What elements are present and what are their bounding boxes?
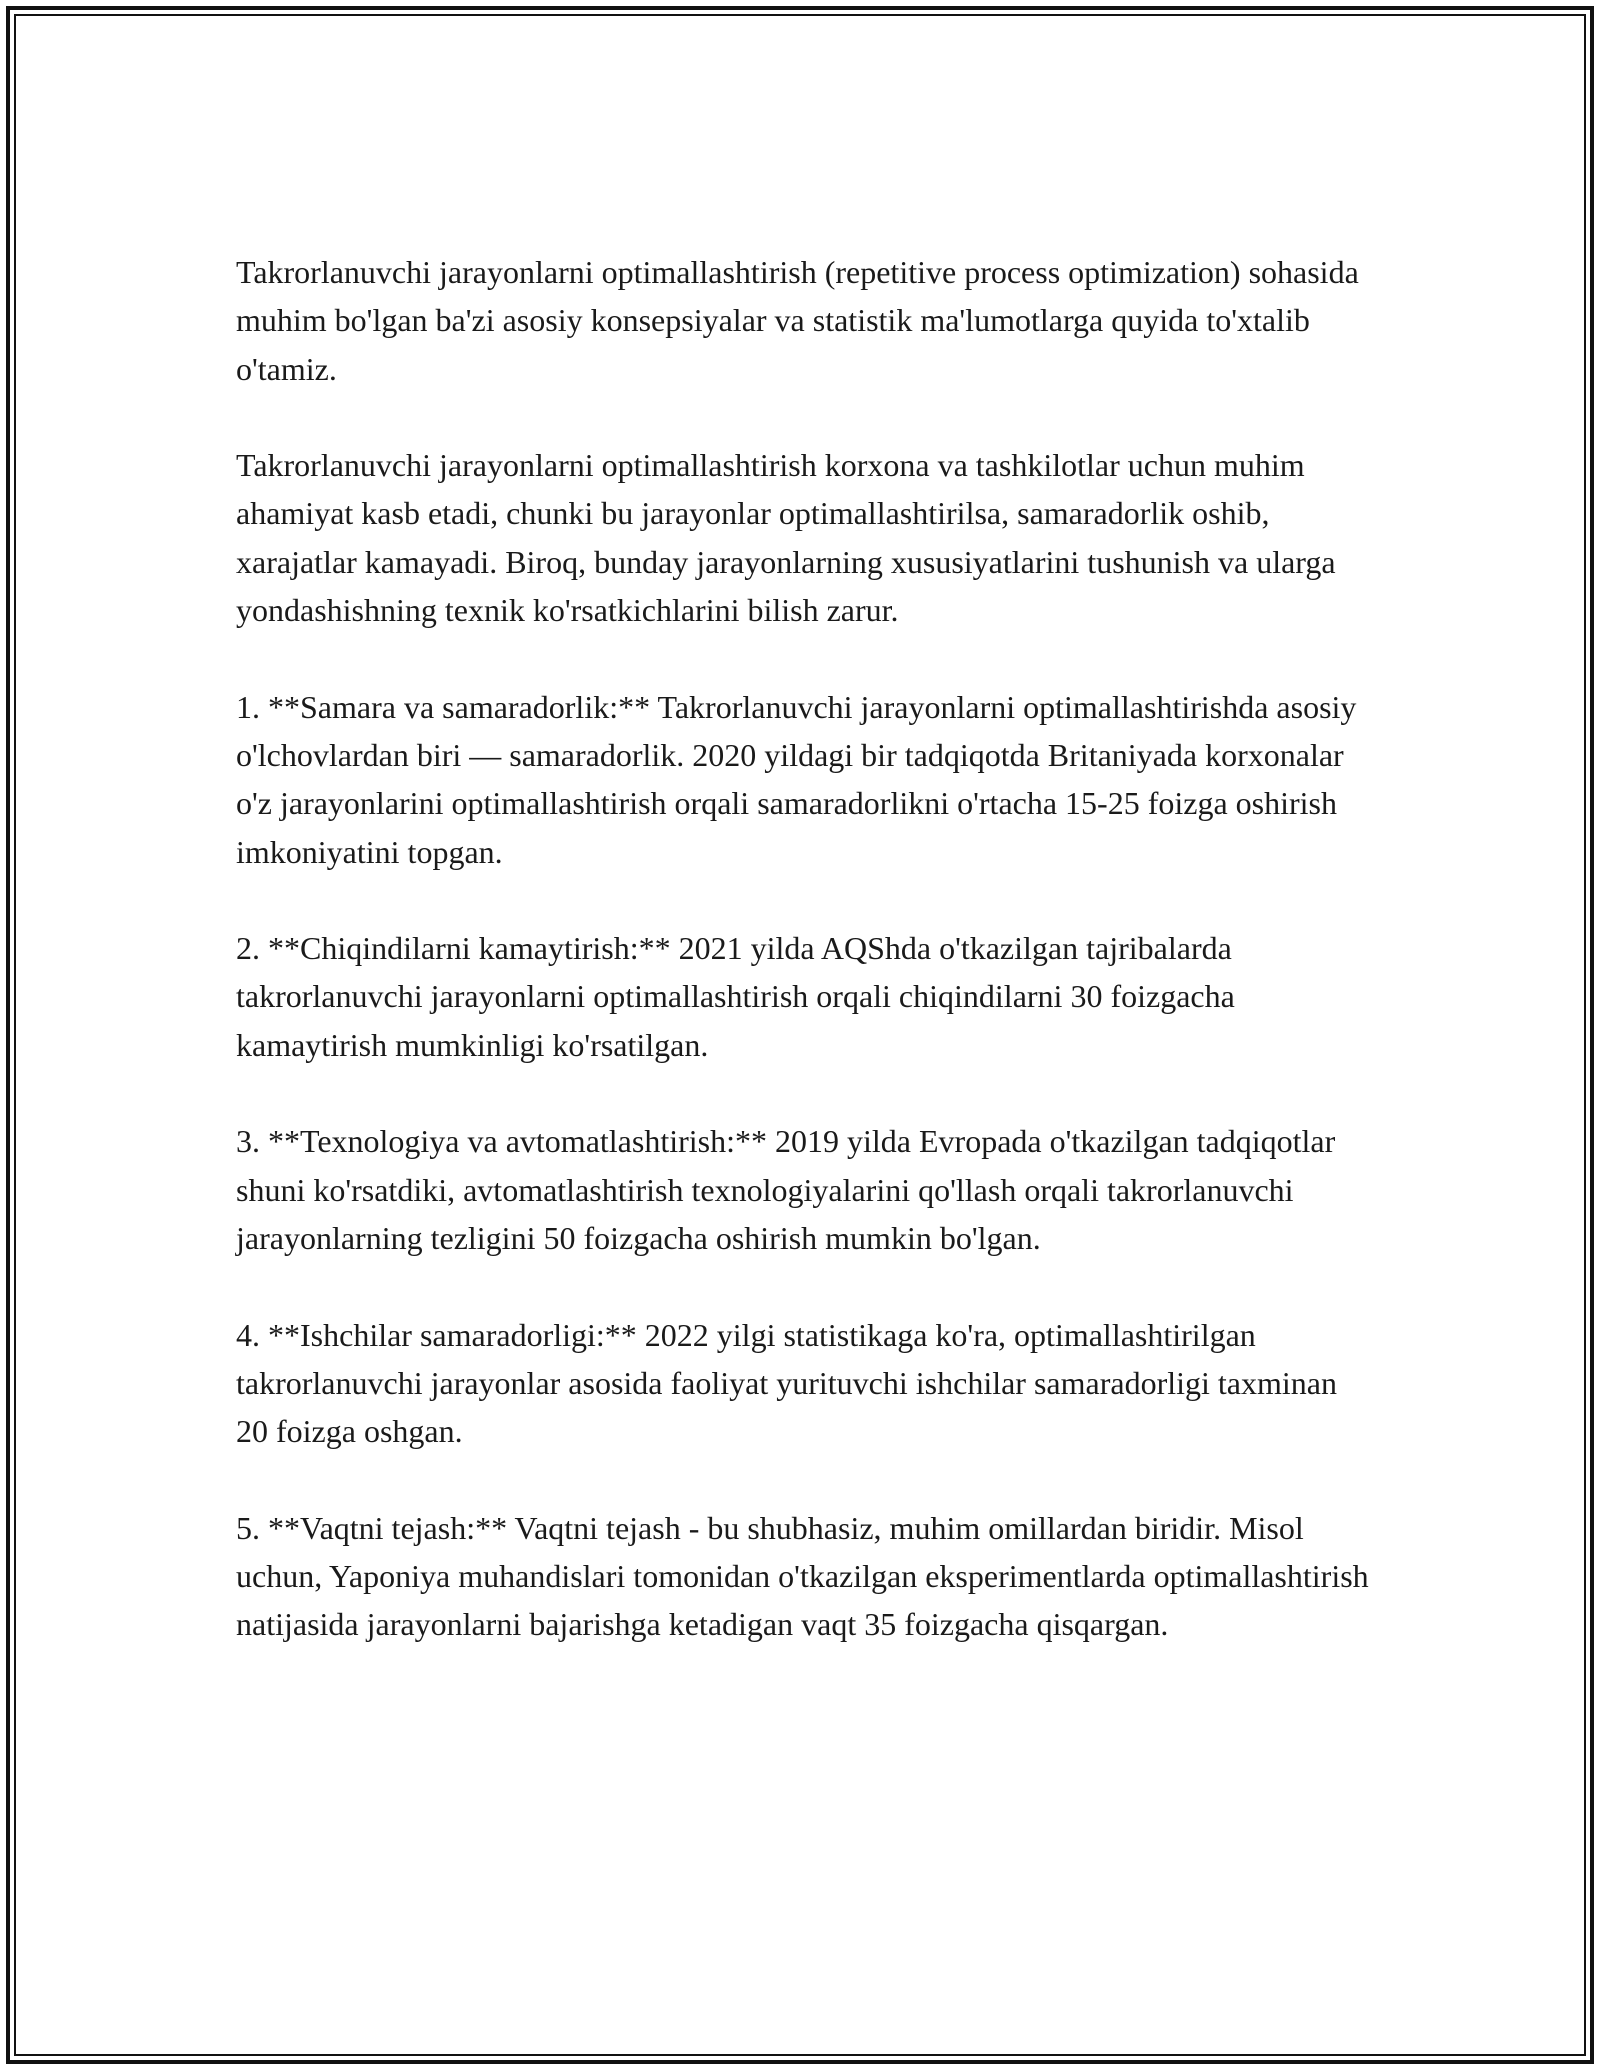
list-item-automation: 3. **Texnologiya va avtomatlashtirish:** 2019 yilda Evropada o'tkazilgan tadqiqotlar shuni ko'rsatdiki, avtomatlashtirish texnologiyalarini qo'llash orqali takrorlanuvchi jarayonlarning tezligini 50 foizgacha oshirish mumkin bo'lgan. <box>236 1123 1336 1256</box>
document-body <box>236 248 1376 1697</box>
list-item-waste-reduction: 2. **Chiqindilarni kamaytirish:** 2021 yilda AQShda o'tkazilgan tajribalarda takrorlanuvchi jarayonlarni optimallashtirish orqali chiqindilarni 30 foizgacha kamaytirish mumkinligi ko'rsatilgan. <box>236 930 1235 1063</box>
context-paragraph: Takrorlanuvchi jarayonlarni optimallashtirish korxona va tashkilotlar uchun muhim ahamiyat kasb etadi, chunki bu jarayonlar optimallashtirilsa, samaradorlik oshib, xarajatlar kamayadi. Biroq, bunday jarayonlarning xususiyatlarini tushunish va ularga yondashishning texnik ko'rsatkichlarini bilish zarur. <box>236 447 1336 629</box>
list-item-efficiency: 1. **Samara va samaradorlik:** Takrorlanuvchi jarayonlarni optimallashtirishda asosiy o'lchovlardan biri — samaradorlik. 2020 yildagi bir tadqiqotda Britaniyada korxonalar o'z jarayonlarini optimallashtirish orqali samaradorlikni o'rtacha 15-25 foizga oshirish imkoniyatini topgan. <box>236 688 1357 870</box>
intro-paragraph: Takrorlanuvchi jarayonlarni optimallashtirish (repetitive process optimization) sohasida muhim bo'lgan ba'zi asosiy konsepsiyalar va statistik ma'lumotlarga quyida to'xtalib o'tamiz. <box>236 254 1359 387</box>
list-item-worker-productivity: 4. **Ishchilar samaradorligi:** 2022 yilgi statistikaga ko'ra, optimallashtirilgan takrorlanuvchi jarayonlar asosida faoliyat yurituvchi ishchilar samaradorligi taxminan 20 foizga oshgan. <box>236 1316 1337 1450</box>
list-item-time-saving: 5. **Vaqtni tejash:** Vaqtni tejash - bu shubhasiz, muhim omillardan biridir. Misol uchun, Yaponiya muhandislari tomonidan o'tkazilgan eksperimentlarda optimallashtirish natijasida jarayonlarni bajarishga ketadigan vaqt 35 foizgacha qisqargan. <box>236 1509 1369 1643</box>
